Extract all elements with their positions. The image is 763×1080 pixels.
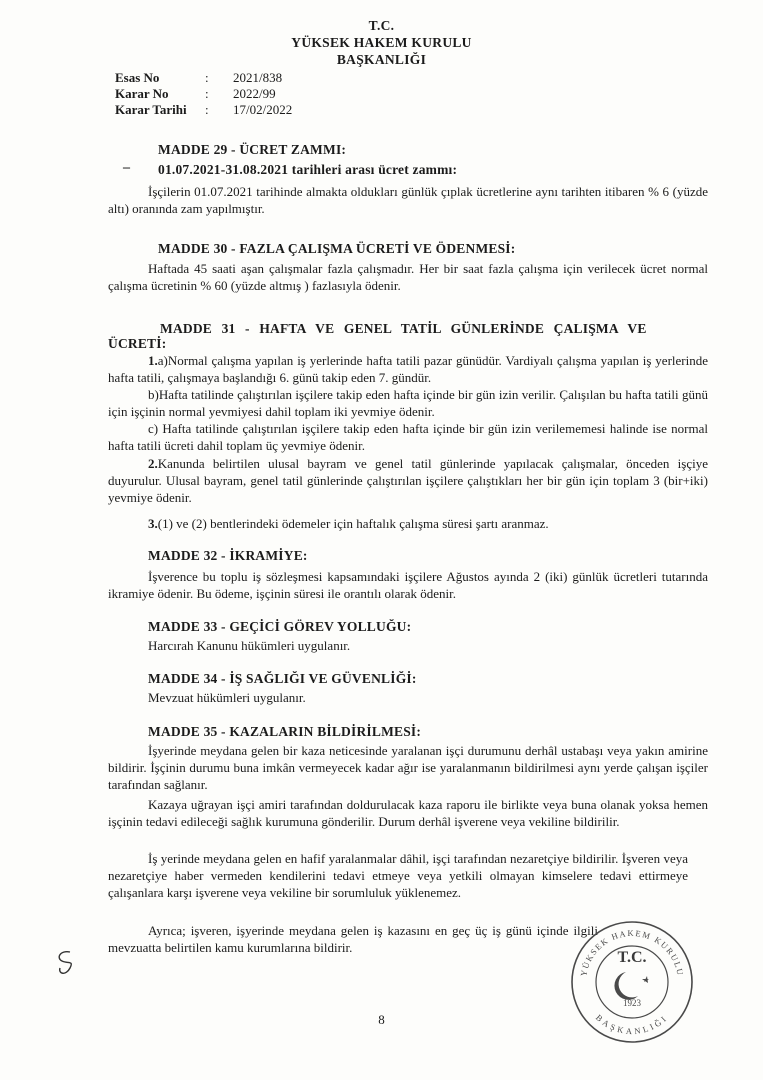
article-30-paragraph bbox=[108, 260, 708, 294]
paragraph-text: b)Hafta tatilinde çalıştırılan işçilere takip eden hafta içinde bir gün izin verilir. Çalışılan bu hafta tatili günü için işçinin normal yevmiyesi dahil toplam iki yevmiye ödenir. bbox=[108, 387, 708, 419]
meta-key: Karar No bbox=[115, 86, 169, 101]
item-number: 2. bbox=[148, 456, 158, 471]
header-institution: YÜKSEK HAKEM KURULU bbox=[291, 35, 472, 50]
article-31-item-1b bbox=[108, 386, 708, 420]
article-29-subtitle: 01.07.2021-31.08.2021 tarihleri arası ücret zammı: bbox=[158, 162, 458, 177]
article-34-title: MADDE 34 - İŞ SAĞLIĞI VE GÜVENLİĞİ: bbox=[148, 671, 417, 686]
article-35-paragraph-4 bbox=[108, 922, 598, 956]
article-31-title-cont: ÜCRETİ: bbox=[108, 336, 167, 351]
handwritten-paraph bbox=[50, 946, 84, 980]
paragraph-text: İşçilerin 01.07.2021 tarihinde almakta oldukları günlük çıplak ücretlerine aynı tarihten itibaren % 6 (yüzde altı) oranında zam yapılmıştır. bbox=[108, 184, 708, 216]
meta-value: 17/02/2022 bbox=[233, 102, 293, 117]
meta-karar-tarihi bbox=[115, 102, 292, 118]
paragraph-text: c) Hafta tatilinde çalıştırılan işçilere takip eden hafta içinde bir gün izin verilememesi halinde ise normal hafta tatili ücreti dahil toplam üç yevmiye ödenir. bbox=[108, 421, 708, 453]
article-33-paragraph: Harcırah Kanunu hükümleri uygulanır. bbox=[148, 638, 351, 653]
paragraph-text: İşyerinde meydana gelen bir kaza neticesinde yaralanan işçi durumunu derhâl ustabaşı veya yakın amirine bildirir. İşçinin durumu buna imkân vermeyecek kadar ağır ise yaralanmanın bildirilmesi aynı yerde çalışan işçiler tarafından sağlanır. bbox=[108, 743, 708, 792]
article-31-title: MADDE 31 - HAFTA VE GENEL TATİL GÜNLERİNDE ÇALIŞMA VE bbox=[160, 321, 647, 336]
paragraph-text: Haftada 45 saati aşan çalışmalar fazla çalışmadır. Her bir saat fazla çalışma için verilecek ücret normal çalışma ücretinin % 60 (yüzde altmış ) fazlasıyla ödenir. bbox=[108, 261, 708, 293]
article-29-paragraph bbox=[108, 183, 708, 217]
article-35-paragraph-2 bbox=[108, 796, 708, 830]
paragraph-text: İşverence bu toplu iş sözleşmesi kapsamındaki işçilere Ağustos ayında 2 (iki) günlük ücretleri tutarında ikramiye ödenir. Bu ödeme, işçinin süresi ile orantılı olarak ödenir. bbox=[108, 569, 708, 601]
article-30-title: MADDE 30 - FAZLA ÇALIŞMA ÜCRETİ VE ÖDENMESİ: bbox=[158, 241, 516, 256]
meta-sep: : bbox=[205, 102, 209, 117]
article-33-title: MADDE 33 - GEÇİCİ GÖREV YOLLUĞU: bbox=[148, 619, 412, 634]
item-number: 1. bbox=[148, 353, 158, 368]
meta-value: 2021/838 bbox=[233, 70, 283, 85]
article-35-title: MADDE 35 - KAZALARIN BİLDİRİLMESİ: bbox=[148, 724, 422, 739]
meta-esas-no bbox=[115, 70, 282, 86]
meta-key: Karar Tarihi bbox=[115, 102, 187, 117]
article-31-item-2 bbox=[108, 455, 708, 506]
paragraph-text: Kazaya uğrayan işçi amiri tarafından doldurulacak kaza raporu ile birlikte veya buna olanak yoksa hemen işçinin tedavi edileceği sağlık kurumuna gönderilir. Durum derhâl işverene veya vekiline bildirilir. bbox=[108, 797, 708, 829]
paragraph-text: (1) ve (2) bentlerindeki ödemeler için haftalık çalışma süresi şartı aranmaz. bbox=[157, 516, 549, 531]
header-presidency: BAŞKANLIĞI bbox=[336, 52, 427, 67]
article-32-title: MADDE 32 - İKRAMİYE: bbox=[148, 548, 308, 563]
bullet-dash: – bbox=[123, 160, 130, 175]
article-31-item-3 bbox=[108, 515, 708, 532]
svg-text:YÜKSEK HAKEM KURULU: YÜKSEK HAKEM KURULU bbox=[578, 927, 686, 978]
page-number: 8 bbox=[378, 1012, 385, 1027]
article-31-item-1a bbox=[108, 352, 708, 386]
meta-sep: : bbox=[205, 70, 209, 85]
paragraph-text: Ayrıca; işveren, işyerinde meydana gelen iş kazasını en geç üç iş günü içinde ilgili mevzuatta belirtilen kamu kurumlarına bildirir. bbox=[108, 923, 598, 955]
meta-karar-no bbox=[115, 86, 276, 102]
svg-text:1923: 1923 bbox=[623, 998, 641, 1008]
svg-text:BAŞKANLIĞI: BAŞKANLIĞI bbox=[593, 1012, 671, 1037]
article-35-paragraph-1 bbox=[108, 742, 708, 793]
article-29-title: MADDE 29 - ÜCRET ZAMMI: bbox=[158, 142, 347, 157]
article-34-paragraph: Mevzuat hükümleri uygulanır. bbox=[148, 690, 306, 705]
meta-sep: : bbox=[205, 86, 209, 101]
paragraph-text: a)Normal çalışma yapılan iş yerlerinde hafta tatili pazar günüdür. Vardiyalı çalışma yapılan iş yerlerinde hafta tatili, çalışmaya başlandığı 6. günü takip eden 7. gündür. bbox=[108, 353, 708, 385]
meta-key: Esas No bbox=[115, 70, 160, 85]
article-32-paragraph bbox=[108, 568, 708, 602]
svg-text:T.C.: T.C. bbox=[617, 949, 647, 966]
article-31-item-1c bbox=[108, 420, 708, 454]
item-number: 3. bbox=[148, 516, 158, 531]
article-35-paragraph-3 bbox=[108, 850, 688, 901]
paragraph-text: Kanunda belirtilen ulusal bayram ve genel tatil günlerinde yapılacak çalışmalar, önceden işçiye duyurulur. Ulusal bayram, genel tatil günlerinde çalıştırılan işçilere çalıştıkları her bir gün için toplam 3 (bir+iki) yevmiye ödenir. bbox=[108, 456, 708, 505]
meta-value: 2022/99 bbox=[233, 86, 276, 101]
paragraph-text: İş yerinde meydana gelen en hafif yaralanmalar dâhil, işçi tarafından nezaretçiye bildirilir. İşveren veya nezaretçiye haber vermeden kendilerini tedavi etmeye veya yetkili olmayan kimselere tedavi ettirmeye çalışanlara karşı işverene veya vekiline bir sorumluluk yüklenemez. bbox=[108, 851, 688, 900]
header-tc: T.C. bbox=[368, 18, 395, 33]
